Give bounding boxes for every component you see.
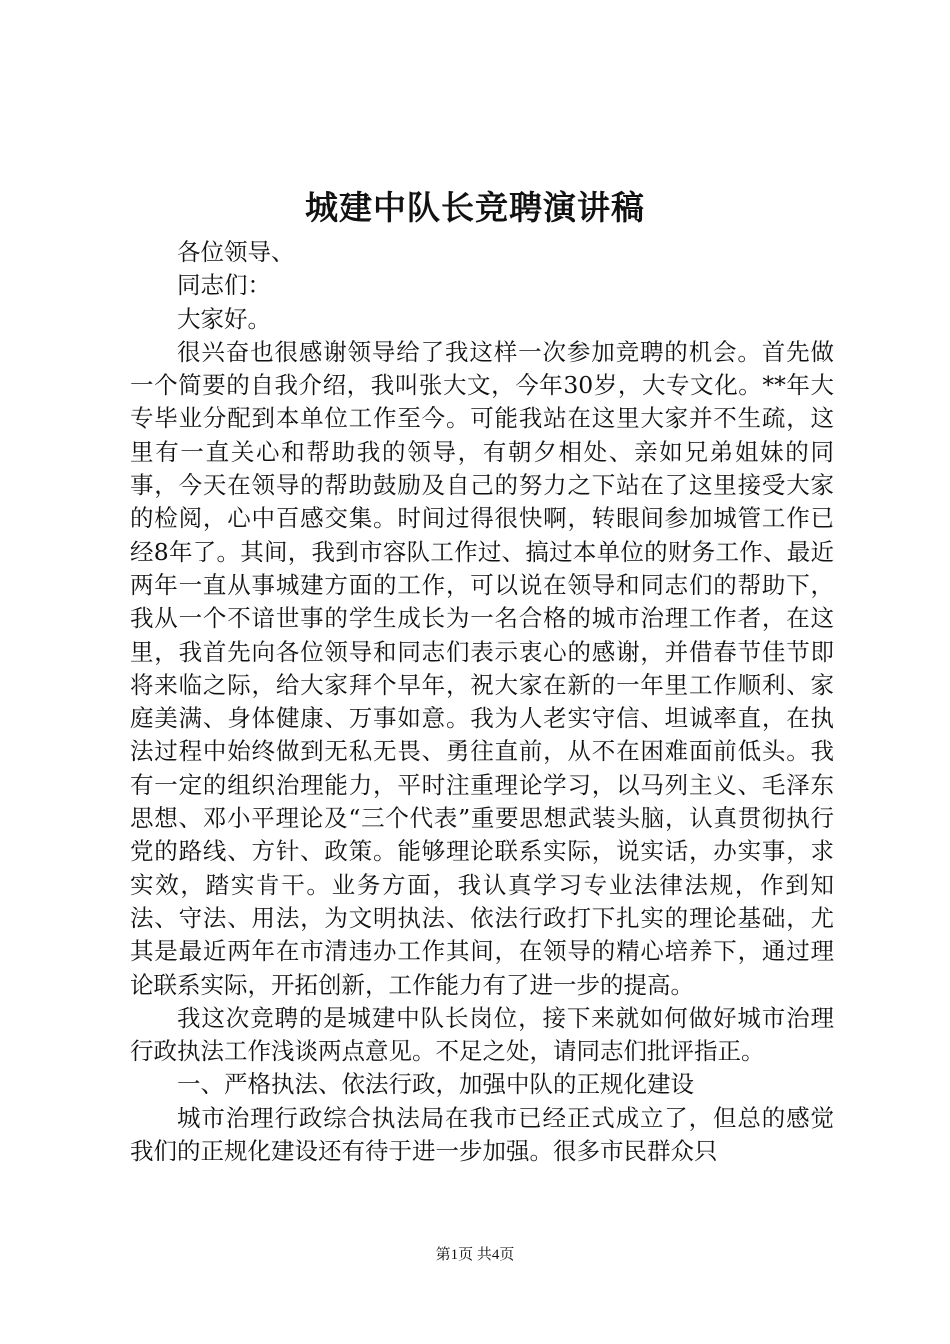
document-title: 城建中队长竞聘演讲稿 xyxy=(305,188,645,227)
page-footer: 第1页 共4页 xyxy=(435,1247,515,1263)
paragraph-section-1: 城市治理行政综合执法局在我市已经正式成立了，但总的感觉我们的正规化建设还有待于进一步加强。很多市民群众只 xyxy=(130,1103,834,1166)
salutation-leaders: 各位领导、 xyxy=(177,238,295,266)
section-heading-1: 一、严格执法、依法行政，加强中队的正规化建设 xyxy=(177,1070,694,1099)
paragraph-self-introduction: 很兴奋也很感谢领导给了我这样一次参加竞聘的机会。首先做一个简要的自我介绍，我叫张大文，今年30岁，大专文化。**年大专毕业分配到本单位工作至今。可能我站在这里大家并不生疏，这里有一直关心和帮助我的领导，有朝夕相处、亲如兄弟姐妹的同事，今天在领导的帮助鼓励及自己的努力之下站在了这里接受大家的检阅，心中百感交集。时间过得很快啊，转眼间参加城管工作已经8年了。其间，我到市容队工作过、搞过本单位的财务工作、最近两年一直从事城建方面的工作，可以说在领导和同志们的帮助下，我从一个不谙世事的学生成长为一名合格的城市治理工作者，在这里，我首先向各位领导和同志们表示衷心的感谢，并借春节佳节即将来临之际，给大家拜个早年，祝大家在新的一年里工作顺利、家庭美满、身体健康、万事如意。我为人老实守信、坦诚率直，在执法过程中始终做到无私无畏、勇往直前，从不在困难面前低头。我有一定的组织治理能力，平时注重理论学习，以马列主义、毛泽东思想、邓小平理论及“三个代表”重要思想武装头脑，认真贯彻执行党的路线、方针、政策。能够理论联系实际，说实话，办实事，求实效，踏实肯干。业务方面，我认真学习专业法律法规，作到知法、守法、用法，为文明执法、依法行政打下扎实的理论基础，尤其是最近两年在市清违办工作其间，在领导的精心培养下，通过理论联系实际，开拓创新，工作能力有了进一步的提高。 xyxy=(130,337,834,999)
salutation-comrades: 同志们： xyxy=(177,271,271,300)
paragraph-position-intro: 我这次竞聘的是城建中队长岗位，接下来就如何做好城市治理行政执法工作浅谈两点意见。不足之处，请同志们批评指正。 xyxy=(130,1003,834,1066)
greeting: 大家好。 xyxy=(177,304,271,333)
document-body xyxy=(130,236,834,1168)
